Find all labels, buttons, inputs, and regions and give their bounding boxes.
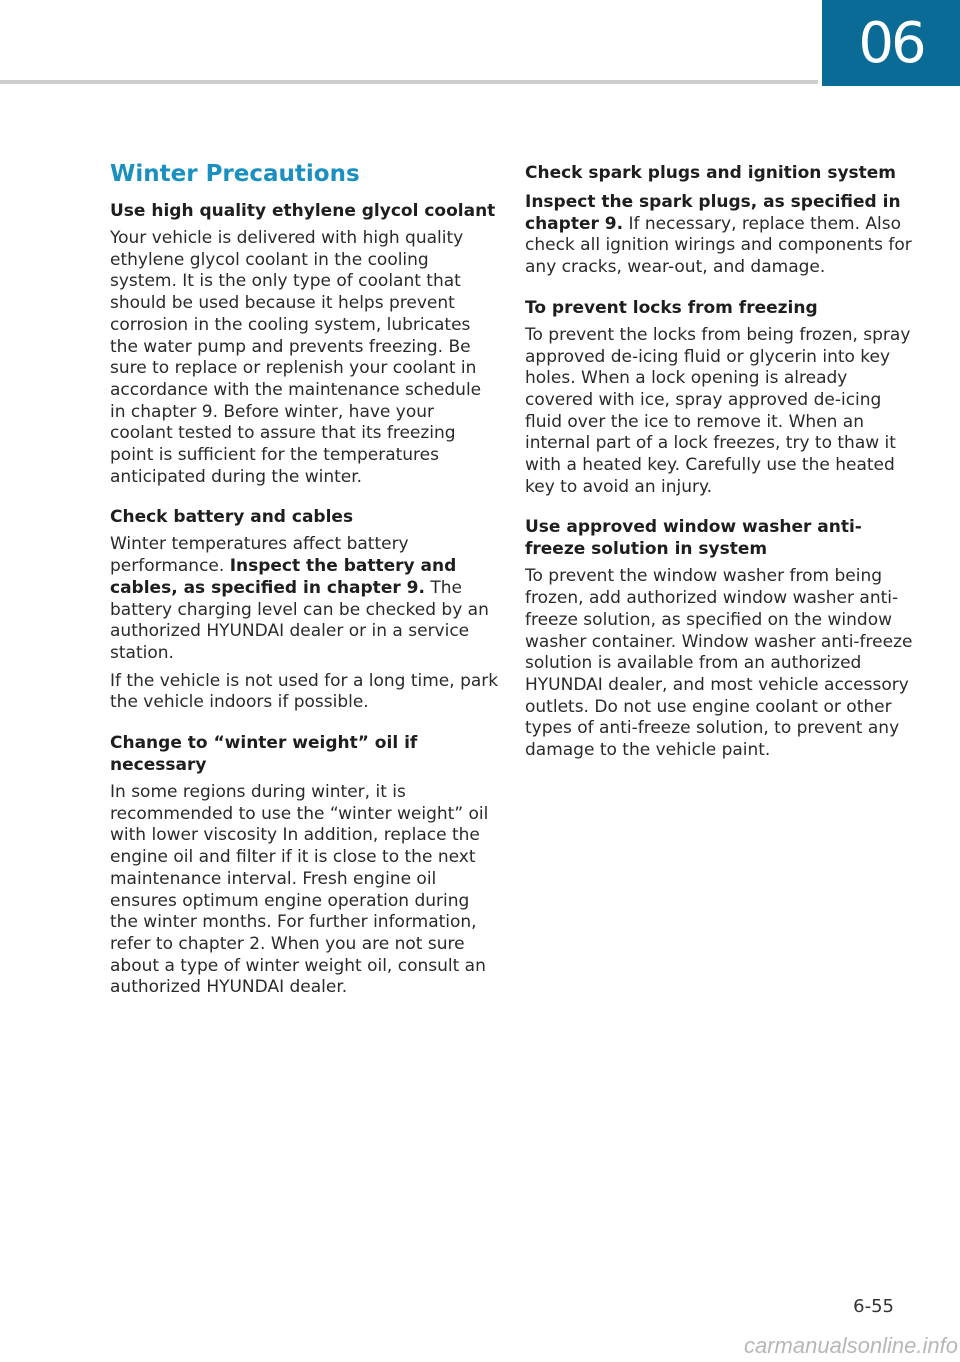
oil-body: In some regions during winter, it is recommended to use the “winter weight” oil with lower viscosity In addition, replace the engine oil and filter if it is close to the next maintenance interval. Fresh engine oil ensures optimum engine operation during the winter months. For further information, refer to chapter 2. When you are not sure about a type of winter weight oil, consult an authorized HYUNDAI dealer. [110, 782, 489, 998]
battery-body-post: The battery charging level can be checked by an authorized HYUNDAI dealer or in a service station. [110, 577, 489, 663]
coolant-body: Your vehicle is delivered with high quality ethylene glycol coolant in the cooling system. It is the only type of coolant that should be used because it helps prevent corrosion in the cooling system, lubricates the water pump and prevents freezing. Be sure to replace or replenish your coolant in accordance with the maintenance schedule in chapter 9. Before winter, have your coolant tested to assure that its freezing point is sufficient for the temperatures anticipated during the winter. [110, 228, 482, 487]
right-column [525, 158, 915, 762]
page-number: 6-55 [853, 1296, 894, 1317]
battery-body-bold: Inspect the battery and cables, as specified in chapter 9. [110, 556, 457, 598]
header-rule [0, 80, 818, 84]
battery-body-pre: Winter temperatures affect battery performance. [110, 534, 409, 577]
battery-heading: Check battery and cables [110, 507, 354, 528]
watermark[interactable]: carmanualsonline.info [743, 1333, 958, 1358]
washer-body: To prevent the window washer from being frozen, add authorized window washer anti-freeze solution, as specified on the window washer container. Window washer anti-freeze solution is available from an authorized HYUNDAI dealer, and most vehicle accessory outlets. Do not use engine coolant or other types of anti-freeze solution, to prevent any damage to the vehicle paint. [525, 566, 913, 761]
spark-heading: Check spark plugs and ignition system [525, 163, 897, 183]
chapter-tab [822, 0, 960, 86]
battery-body [110, 534, 500, 664]
battery-body-2: If the vehicle is not used for a long time, park the vehicle indoors if possible. [110, 670, 499, 713]
chapter-number: 06 [858, 10, 924, 76]
oil-heading: Change to “winter weight” oil if necessary [110, 733, 418, 776]
washer-heading: Use approved window washer anti-freeze solution in system [525, 517, 862, 560]
spark-body-post: If necessary, replace them. Also check all ignition wirings and components for any cracks, wear-out, and damage. [525, 213, 912, 278]
locks-body: To prevent the locks from being frozen, spray approved de-icing fluid or glycerin into key holes. When a lock opening is already covered with ice, spray approved de-icing fluid over the ice to remove it. When an internal part of a lock freezes, try to thaw it with a heated key. Carefully use the heated key to avoid an injury. [525, 324, 911, 497]
locks-heading: To prevent locks from freezing [525, 297, 818, 318]
section-title: Winter Precautions [110, 161, 360, 187]
spark-body [525, 192, 915, 279]
left-column [110, 158, 500, 999]
coolant-heading: Use high quality ethylene glycol coolant [110, 201, 496, 221]
spark-body-bold: Inspect the spark plugs, as specified in chapter 9. [525, 192, 901, 234]
